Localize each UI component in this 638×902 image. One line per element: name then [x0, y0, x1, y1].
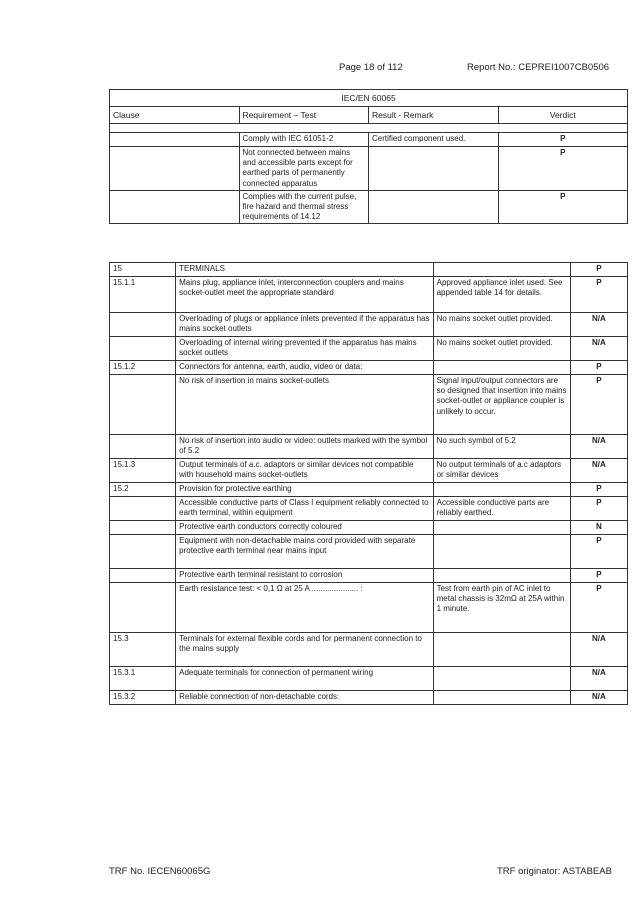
table-row: [110, 337, 628, 361]
clause-cell: 15: [110, 263, 176, 277]
result-cell: [433, 535, 570, 569]
clause-cell: [110, 497, 176, 521]
report-number: Report No.: CEPREI1007CB0506: [467, 62, 610, 73]
result-cell: [433, 361, 570, 375]
requirements-table: [109, 89, 628, 224]
requirement-cell: Connectors for antenna, earth, audio, video or data:: [176, 361, 433, 375]
requirement-cell: Output terminals of a.c. adaptors or similar devices not compatible with household mains socket-outlets: [176, 459, 433, 483]
verdict-cell: N/A: [570, 633, 627, 667]
table-row: [110, 435, 628, 459]
result-cell: No mains socket outlet provided.: [433, 313, 570, 337]
table-row: [110, 313, 628, 337]
requirement-cell: Reliable connection of non-detachable cords:: [176, 691, 433, 705]
result-cell: No output terminals of a.c adaptors or similar devices: [433, 459, 570, 483]
clause-cell: 15.1.1: [110, 277, 176, 313]
requirement-cell: Mains plug, appliance inlet, interconnection couplers and mains socket-outlet meet the appropriate standard: [176, 277, 433, 313]
verdict-cell: N: [570, 521, 627, 535]
result-cell: Signal input/output connectors are so designed that insertion into mains socket-outlet or appliance coupler is unlikely to occur.: [433, 375, 570, 435]
clause-cell: [110, 147, 240, 191]
verdict-cell: N/A: [570, 313, 627, 337]
col-clause: Clause: [110, 107, 240, 124]
result-cell: [433, 667, 570, 691]
verdict-cell: P: [570, 497, 627, 521]
clause-cell: 15.3: [110, 633, 176, 667]
table-row: [110, 375, 628, 435]
verdict-cell: P: [570, 569, 627, 583]
requirements-table-2: [109, 262, 628, 705]
trf-number: TRF No. IECEN60065G: [109, 866, 211, 877]
verdict-cell: N/A: [570, 337, 627, 361]
clause-cell: [110, 133, 240, 147]
requirement-cell: Overloading of internal wiring prevented if the apparatus has mains socket outlets: [176, 337, 433, 361]
result-cell: [433, 263, 570, 277]
clause-cell: [110, 569, 176, 583]
verdict-cell: N/A: [570, 435, 627, 459]
requirement-cell: Equipment with non-detachable mains cord provided with separate protective earth terminal near mains input: [176, 535, 433, 569]
requirement-cell: Protective earth conductors correctly coloured: [176, 521, 433, 535]
result-cell: [369, 147, 499, 191]
table-row: [110, 133, 628, 147]
requirement-cell: No risk of insertion in mains socket-outlets: [176, 375, 433, 435]
verdict-cell: P: [570, 535, 627, 569]
table-row: [110, 361, 628, 375]
table-row: [110, 190, 628, 224]
clause-cell: 15.3.1: [110, 667, 176, 691]
verdict-cell: P: [570, 583, 627, 633]
col-result: Result - Remark: [369, 107, 499, 124]
table-row: [110, 263, 628, 277]
clause-cell: [110, 375, 176, 435]
table-row: [110, 483, 628, 497]
verdict-cell: P: [498, 147, 628, 191]
clause-cell: [110, 535, 176, 569]
verdict-cell: P: [570, 361, 627, 375]
requirement-cell: Complies with the current pulse, fire hazard and thermal stress requirements of 14.12: [239, 190, 369, 224]
table-row: [110, 535, 628, 569]
requirement-cell: Provision for protective earthing: [176, 483, 433, 497]
table-row: [110, 633, 628, 667]
clause-cell: [110, 435, 176, 459]
table-row: [110, 583, 628, 633]
verdict-cell: N/A: [570, 667, 627, 691]
result-cell: [433, 633, 570, 667]
table-row: [110, 691, 628, 705]
trf-originator: TRF originator: ASTABEAB: [497, 866, 612, 877]
verdict-cell: P: [498, 133, 628, 147]
verdict-cell: N/A: [570, 459, 627, 483]
clause-cell: [110, 337, 176, 361]
verdict-cell: P: [570, 375, 627, 435]
result-cell: [433, 569, 570, 583]
table-row: [110, 569, 628, 583]
result-cell: Approved appliance inlet used. See appended table 14 for details.: [433, 277, 570, 313]
verdict-cell: P: [570, 263, 627, 277]
requirement-cell: Not connected between mains and accessible parts except for earthed parts of permanently connected apparatus: [239, 147, 369, 191]
group-2: [110, 263, 628, 705]
result-cell: [433, 483, 570, 497]
table-row: [110, 667, 628, 691]
verdict-cell: N/A: [570, 691, 627, 705]
page-number: Page 18 of 112: [339, 62, 403, 73]
requirement-cell: TERMINALS: [176, 263, 433, 277]
requirement-cell: Earth resistance test: < 0,1 Ω at 25 A ..................... :: [176, 583, 433, 633]
verdict-cell: P: [570, 483, 627, 497]
clause-cell: 15.1.3: [110, 459, 176, 483]
separator-row: [110, 124, 628, 133]
requirement-cell: Protective earth terminal resistant to corrosion: [176, 569, 433, 583]
result-cell: Test from earth pin of AC inlet to metal chassis is 32mΩ at 25A within 1 minute.: [433, 583, 570, 633]
result-cell: [433, 521, 570, 535]
standard-title: IEC/EN 60065: [110, 90, 628, 107]
requirement-cell: Adequate terminals for connection of permanent wiring: [176, 667, 433, 691]
clause-cell: 15.2: [110, 483, 176, 497]
clause-cell: [110, 190, 240, 224]
col-requirement: Requirement – Test: [239, 107, 369, 124]
table-row: [110, 521, 628, 535]
table-row: [110, 147, 628, 191]
result-cell: No such symbol of 5.2: [433, 435, 570, 459]
verdict-cell: P: [498, 190, 628, 224]
verdict-cell: P: [570, 277, 627, 313]
clause-cell: [110, 313, 176, 337]
requirement-cell: Overloading of plugs or appliance inlets prevented if the apparatus has mains socket outlets: [176, 313, 433, 337]
column-header-row: [110, 107, 628, 124]
requirement-cell: Terminals for external flexible cords and for permanent connection to the mains supply: [176, 633, 433, 667]
result-cell: [369, 190, 499, 224]
table-row: [110, 277, 628, 313]
table-row: [110, 497, 628, 521]
clause-cell: [110, 583, 176, 633]
standard-row: [110, 90, 628, 107]
clause-cell: [110, 521, 176, 535]
requirement-cell: Accessible conductive parts of Class I equipment reliably connected to earth terminal, within equipment: [176, 497, 433, 521]
result-cell: [433, 691, 570, 705]
requirement-cell: Comply with IEC 61051-2: [239, 133, 369, 147]
table-row: [110, 459, 628, 483]
col-verdict: Verdict: [498, 107, 628, 124]
result-cell: Accessible conductive parts are reliably earthed.: [433, 497, 570, 521]
clause-cell: 15.1.2: [110, 361, 176, 375]
clause-cell: 15.3.2: [110, 691, 176, 705]
requirement-cell: No risk of insertion into audio or video: outlets marked with the symbol of 5.2: [176, 435, 433, 459]
result-cell: Certified component used.: [369, 133, 499, 147]
group-1: [110, 133, 628, 224]
result-cell: No mains socket outlet provided.: [433, 337, 570, 361]
